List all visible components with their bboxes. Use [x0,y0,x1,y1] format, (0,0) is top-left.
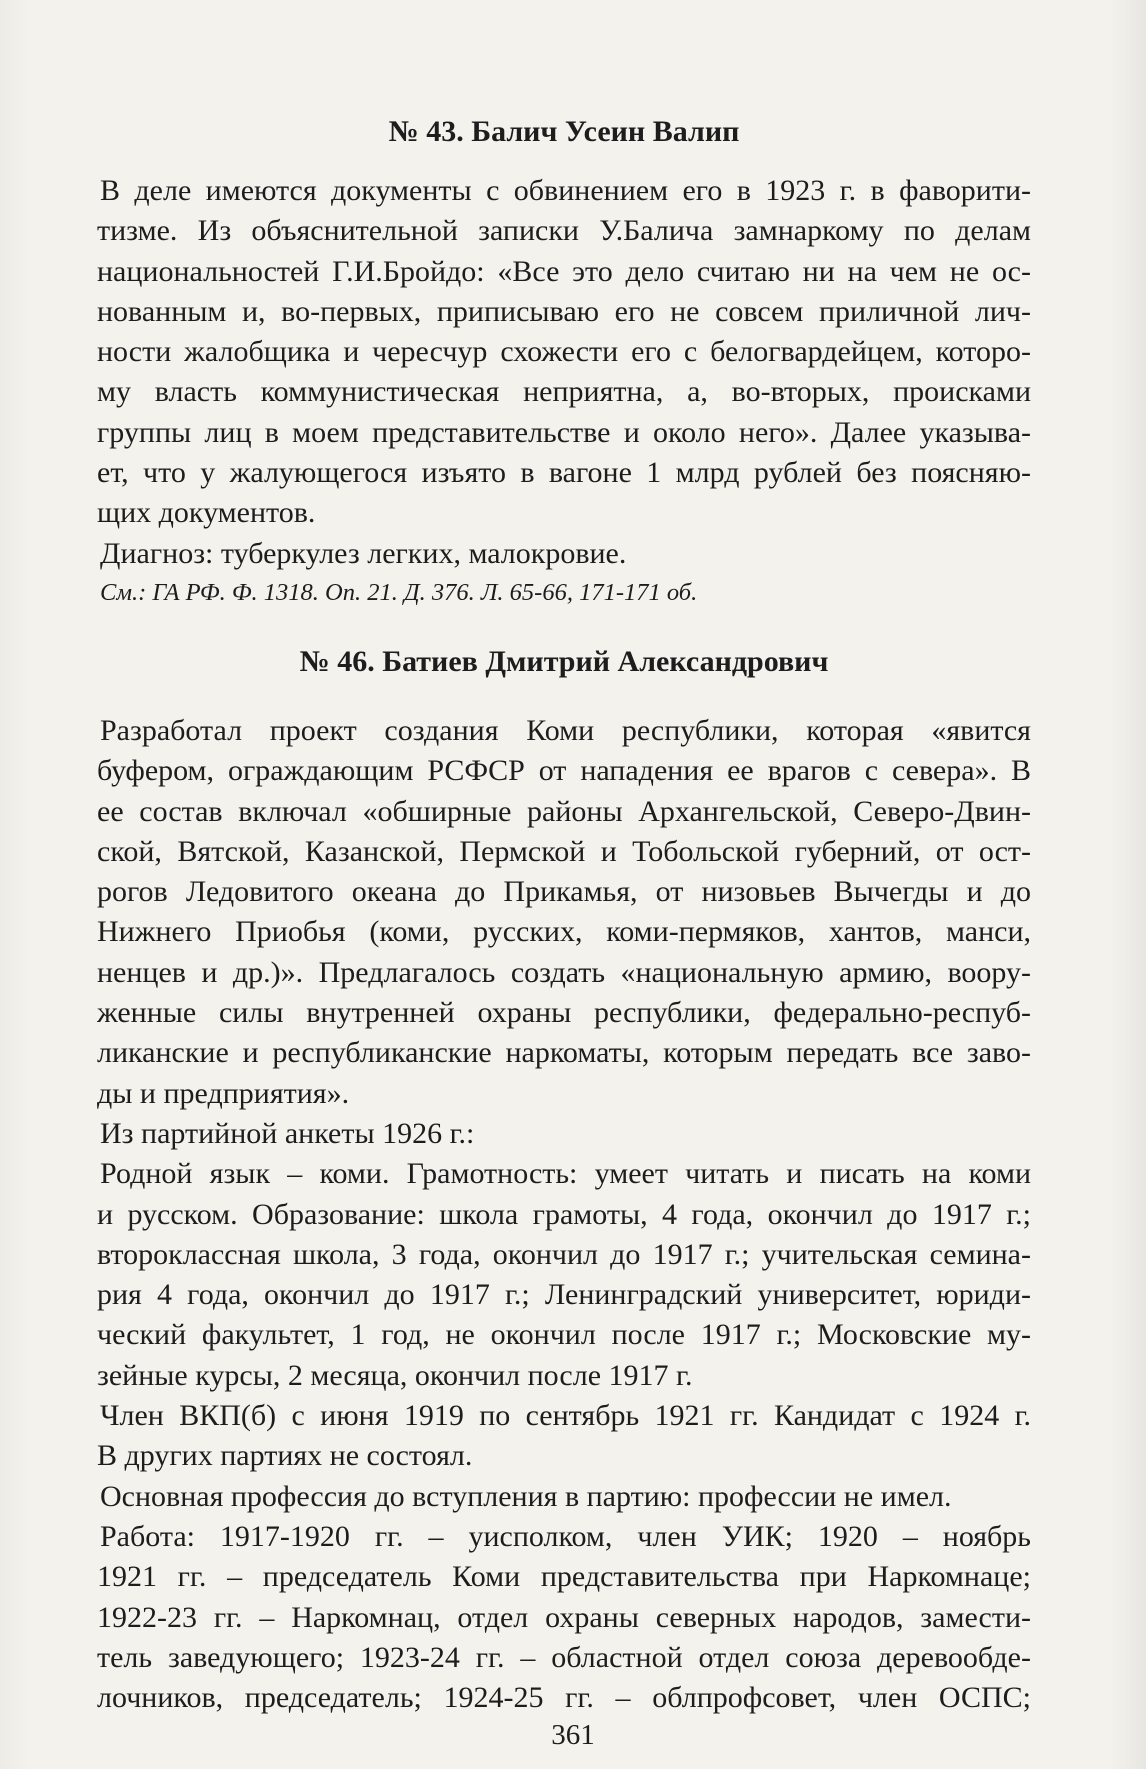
text-line: щих документов. [97,496,316,530]
text-line: 1921 гг. – председатель Коми представительства при Наркомнаце; [97,1560,1031,1594]
paragraph-batiev-work [97,1517,1031,1718]
paragraph-batiev-project [97,711,1031,1114]
text-line: национальностей Г.И.Бройдо: «Все это дело считаю ни на чем не ос- [97,254,1031,288]
text-line: ды и предприятия». [97,1076,350,1110]
page-content [97,112,1031,1718]
paragraph-batiev-party [97,1396,1031,1477]
text-line: Из партийной анкеты 1926 г.: [100,1116,475,1150]
text-line: В деле имеются документы с обвинением его в 1923 г. в фаворити- [100,174,1031,207]
text-line: Нижнего Приобья (коми, русских, коми-пермяков, хантов, манси, [97,915,1031,949]
page-number: 361 [551,1719,595,1751]
text-line: тель заведующего; 1923-24 гг. – областной отдел союза деревообде- [97,1640,1031,1674]
text-line: зейные курсы, 2 месяца, окончил после 1917 г. [97,1358,693,1392]
text-line: ненцев и др.)». Предлагалось создать «национальную армию, воору- [97,955,1031,989]
text-line: тизме. Из объяснительной записки У.Балича замнаркому по делам [97,214,1031,248]
text-line: и русском. Образование: школа грамоты, 4 года, окончил до 1917 г.; [97,1197,1031,1231]
paragraph-balich-diagnosis [97,534,1031,574]
text-line: нованным и, во-первых, приписываю его не совсем приличной лич- [97,294,1031,328]
text-line: группы лиц в моем представительстве и около него». Далее указыва- [97,415,1031,449]
text-line: лочников, председатель; 1924-25 гг. – облпрофсовет, член ОСПС; [97,1681,1031,1715]
text-line: второклассная школа, 3 года, окончил до 1917 г.; учительская семина- [97,1237,1031,1271]
text-line: Разработал проект создания Коми республики, которая «явится [100,713,1031,747]
paragraph-batiev-questionnaire-intro [97,1114,1031,1154]
paragraph-balich-case [97,171,1031,534]
text-line: му власть коммунистическая неприятна, а, во-вторых, происками [97,375,1031,409]
text-line: ее состав включал «обширные районы Архангельской, Северо-Двин- [97,794,1031,828]
section-heading-batiev: № 46. Батиев Дмитрий Александрович [299,644,829,678]
text-line: Член ВКП(б) с июня 1919 по сентябрь 1921 гг. Кандидат с 1924 г. [100,1399,1031,1433]
paragraph-batiev-profession [97,1477,1031,1517]
text-line: ет, что у жалующегося изъято в вагоне 1 млрд рублей без поясняю- [97,456,1031,490]
text-line: ской, Вятской, Казанской, Пермской и Тобольской губерний, от ост- [97,834,1031,868]
text-line: рия 4 года, окончил до 1917 г.; Ленинградский университет, юриди- [97,1278,1031,1312]
text-line: 1922-23 гг. – Наркомнац, отдел охраны северных народов, замести- [97,1600,1031,1634]
text-line: В других партиях не состоял. [97,1439,473,1473]
text-line: ности жалобщика и чересчур схожести его с белогвардейцем, которо- [97,335,1031,369]
text-line: Основная профессия до вступления в партию: профессии не имел. [100,1479,952,1513]
text-line: Родной язык – коми. Грамотность: умеет читать и писать на коми [100,1157,1031,1191]
text-line: буфером, ограждающим РСФСР от нападения ее врагов с севера». В [97,754,1031,788]
section-heading-balich: № 43. Балич Усеин Валип [388,115,740,148]
archive-reference-balich: См.: ГА РФ. Ф. 1318. Оп. 21. Д. 376. Л. 65-66, 171-171 об. [100,578,698,606]
text-line: женные силы внутренней охраны республики, федерально-респуб- [97,996,1031,1030]
text-line: Работа: 1917-1920 гг. – уисполком, член УИК; 1920 – ноябрь [100,1519,1031,1553]
text-line: ческий факультет, 1 год, не окончил после 1917 г.; Московские му- [97,1318,1031,1352]
text-line: рогов Ледовитого океана до Прикамья, от низовьев Вычегды и до [97,875,1031,909]
text-line: ликанские и республиканские наркоматы, которым передать все заво- [97,1036,1031,1070]
paragraph-batiev-education [97,1154,1031,1396]
text-line: Диагноз: туберкулез легких, малокровие. [100,536,627,570]
